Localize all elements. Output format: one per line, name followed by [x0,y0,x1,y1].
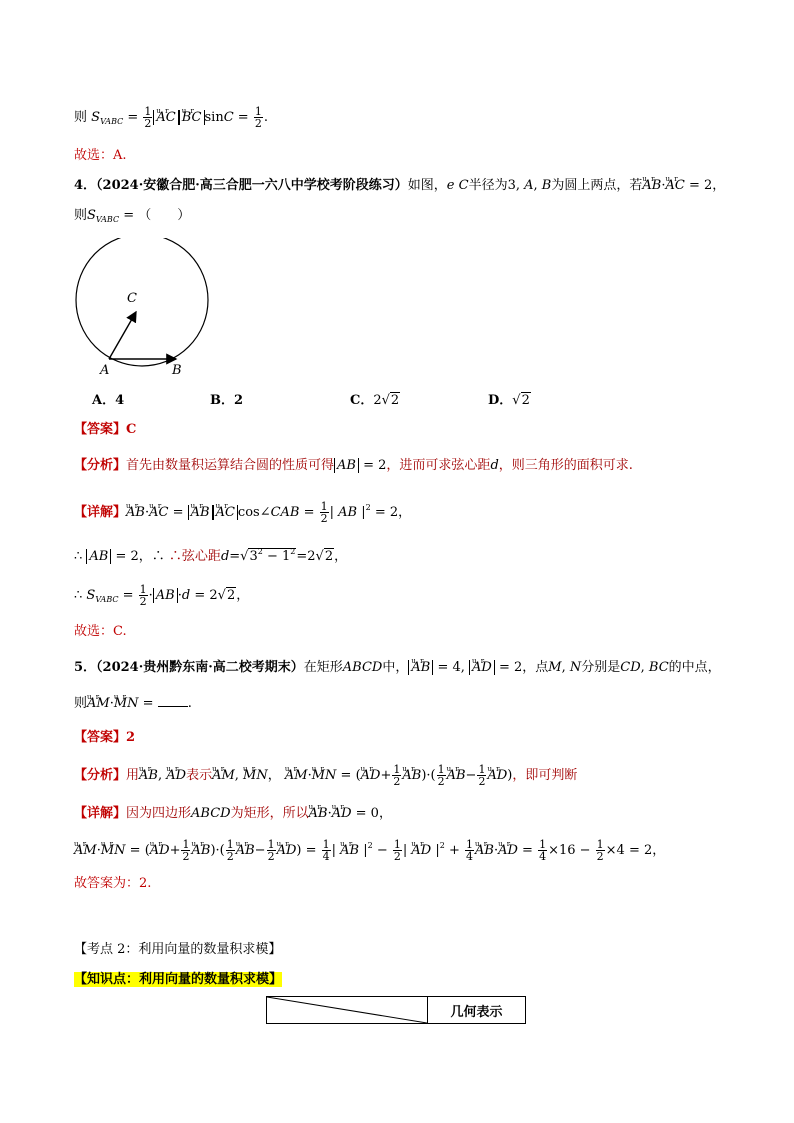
knowledge-table [266,996,526,1024]
q4-stem: 4．（2024·安徽合肥·高三合肥一六八中学校考阶段练习）如图，e C半径为3, A, B为圆上两点，若u r AB·u r AC = 2， [74,176,725,196]
option-d[interactable]: D．√2 [488,393,530,408]
q5-detail: 【详解】因为四边形ABCD为矩形，所以u r AB·u r AD = 0， [74,804,392,824]
circle [76,238,208,366]
q5-answer: 【答案】2 [74,730,136,745]
option-c[interactable]: C．2√2 [350,393,400,408]
option-a[interactable]: A．4 [92,393,125,408]
prev-answer: 故选：A. [74,148,127,163]
vector-ac [109,312,136,359]
table-diagonal-cell [267,997,428,1024]
diagonal-line [267,997,427,1023]
knowledge-heading: 【知识点：利用向量的数量积求模】 [74,972,283,987]
prev-area-line: 则 $S_{VABC}$ = $\frac{1}{2}$ u r ACu r BC sinC = $\frac{1}{2}$ . [74,106,268,132]
kaodian-heading: 【考点 2：利用向量的数量积求模】 [74,942,282,957]
q4-detail: 【详解】u r AB·u r AC = u r ABu r AC cos∠CAB = $\frac{1}{2}$ | AB $|^2 = 2$， [74,498,411,524]
option-b[interactable]: B．2 [210,393,244,408]
q4-choose: 故选：C. [74,624,127,639]
q5-stem: 5．（2024·贵州黔东南·高二校考期末）在矩形ABCD中，u r AB = 4, u r AD = 2，点M, N分别是CD, BC的中点， [74,658,721,678]
circle-figure [70,238,220,378]
label-a: A [100,363,110,378]
q4-detail-3: ∴ $S_{VABC}$ = $\frac{1}{2}$ · AB ·d = 2√2， [74,583,250,608]
label-c: C [127,291,137,306]
q5-detail-2: u r AM·u r MN = (u r AD+ $\frac{1}{2}$ u r AB)·( $\frac{1}{2}$ u r AB− $\frac{1}{2}$ u r AD) = $\frac{1}{4}$ | u r AB $|^2$ − $\frac{1}{2}$ | u r AD $|^2$ + $\frac{1}{4}$ u r AB·u r AD = $\frac{1}{4}$ ×16 − $\frac{1}{2}$ ×4 = 2， [74,836,665,862]
q5-final: 故答案为：2. [74,876,152,891]
q4-stem-2: 则$S_{VABC}$ = （ ） [74,208,191,224]
q4-analysis: 【分析】首先由数量积运算结合圆的性质可得 AB = 2，进而可求弦心距d，则三角形的面积可求. [74,458,633,473]
table-header-geometry: 几何表示 [428,997,526,1024]
q4-detail-2: ∴ AB = 2，∴ ∴弦心距$d=√3^2 - 1^2=2√2$， [74,547,348,564]
q5-stem-2: 则u r AM·u r MN = . [74,694,192,714]
label-b: B [172,363,182,378]
q4-answer: 【答案】C [74,422,137,437]
q5-analysis: 【分析】用u r AB, u r AD表示u r AM, u r MN， u r AM·u r MN = (u r AD+ $\frac{1}{2}$ u r AB)·( $\frac{1}{2}$ u r AB− $\frac{1}{2}$ u r AD)，即可判断 [74,764,577,787]
